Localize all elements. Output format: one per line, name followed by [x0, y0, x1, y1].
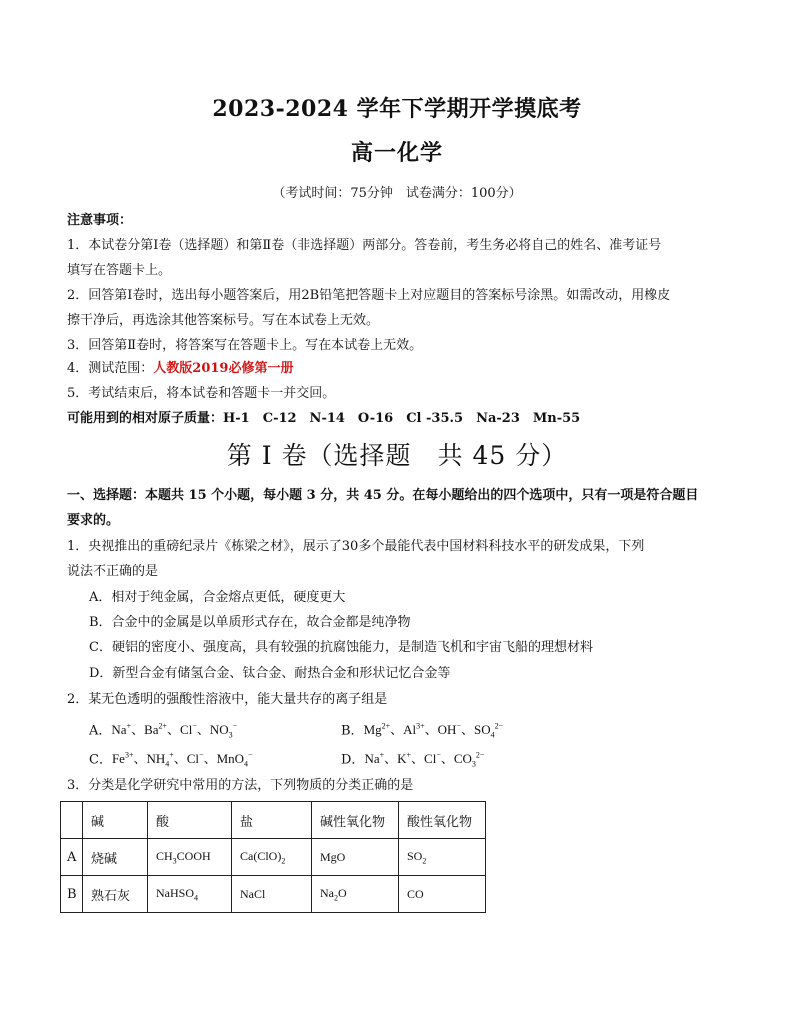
header-cell-basic-oxide: 碱性氧化物: [312, 802, 399, 839]
header-cell-blank: [61, 802, 83, 839]
row-label: A: [61, 839, 83, 876]
row-label: B: [61, 876, 83, 913]
q1-option-b: B．合金中的金属是以单质形式存在，故合金都是纯净物: [89, 615, 411, 630]
q2-option-c-label: C．: [89, 752, 112, 768]
exam-title: 2023-2024 学年下学期开学摸底考: [212, 96, 582, 122]
q2-option-c: C．$Fe^{3+}$、$NH_4^+$、Cl−、MnO$_4$−: [89, 751, 253, 769]
q2-option-d: D．Na+、K+、Cl−、$CO_3^{2-}$: [341, 751, 485, 769]
q2-option-b: B．$Mg^{2+}$、$Al^{3+}$、OH−、$SO_4^{2-}$: [341, 722, 504, 740]
notice-item-2b: 擦干净后，再选涂其他答案标号。写在本试卷上无效。: [67, 313, 380, 328]
q1-stem-1: 1．央视推出的重磅纪录片《栋梁之材》，展示了30多个最能代表中国材料科技水平的研发成果，下列: [67, 539, 645, 554]
cell-basic-oxide: MgO: [312, 839, 399, 876]
q2-option-a-label: A．: [89, 723, 112, 739]
table-header-row: [61, 802, 486, 839]
section-intro-2: 要求的。: [67, 513, 120, 528]
q2-option-b-label: B．: [341, 723, 364, 739]
header-cell-base: 碱: [83, 802, 148, 839]
cell-acid: NaHSO$_4$: [148, 876, 232, 913]
cell-base: 熟石灰: [83, 876, 148, 913]
scope-value: 人教版2019必修第一册: [153, 361, 294, 376]
q1-option-a: A．相对于纯金属，合金熔点更低，硬度更大: [89, 590, 346, 605]
notice-item-4: [67, 359, 293, 379]
cell-acid-oxide: $SO_2$: [399, 839, 486, 876]
q2-option-a: A．Na+、$Ba^{2+}$、Cl−、$NO_3^-$: [89, 722, 238, 740]
header-cell-salt: 盐: [232, 802, 312, 839]
notice-item-5: 5．考试结束后，将本试卷和答题卡一并交回。: [67, 386, 336, 401]
q2-option-d-label: D．: [341, 752, 365, 768]
table-row: [61, 839, 486, 876]
section-title: 第 I 卷（选择题 共 45 分）: [226, 441, 568, 470]
table-row: [61, 876, 486, 913]
cell-salt: $Ca(ClO)_2$: [232, 839, 312, 876]
header-cell-acid-oxide: 酸性氧化物: [399, 802, 486, 839]
section-intro-1: 一、选择题：本题共 15 个小题，每小题 3 分，共 45 分。在每小题给出的四个选项中，只有一项是符合题目: [67, 488, 699, 503]
cell-base: 烧碱: [83, 839, 148, 876]
q1-stem-2: 说法不正确的是: [67, 564, 159, 579]
cell-basic-oxide: $Na_2O$: [312, 876, 399, 913]
atomic-masses: 可能用到的相对原子质量：H-1 C-12 N-14 O-16 Cl -35.5 Na-23 Mn-55: [67, 411, 581, 426]
q1-option-d: D．新型合金有储氢合金、钛合金、耐热合金和形状记忆合金等: [89, 666, 451, 681]
notice-heading: 注意事项：: [67, 213, 133, 228]
q2-stem: 2．某无色透明的强酸性溶液中，能大量共存的离子组是: [67, 692, 388, 707]
q1-option-c: C．硬铝的密度小、强度高，具有较强的抗腐蚀能力，是制造飞机和宇宙飞船的理想材料: [89, 640, 593, 655]
cell-acid: $CH_3COOH$: [148, 839, 232, 876]
cell-acid-oxide: CO: [399, 876, 486, 913]
classification-table: [60, 801, 486, 913]
scope-label: 4．测试范围：: [67, 361, 154, 376]
notice-item-3: 3．回答第Ⅱ卷时，将答案写在答题卡上。写在本试卷上无效。: [67, 338, 423, 353]
header-cell-acid: 酸: [148, 802, 232, 839]
exam-subject: 高一化学: [350, 140, 443, 166]
notice-item-1a: 1．本试卷分第Ⅰ卷（选择题）和第Ⅱ卷（非选择题）两部分。答卷前，考生务必将自己的姓名、准考证号: [67, 238, 662, 253]
cell-salt: NaCl: [232, 876, 312, 913]
exam-info: （考试时间：75分钟 试卷满分：100分）: [272, 186, 522, 201]
notice-item-2a: 2．回答第Ⅰ卷时，选出每小题答案后，用2B铅笔把答题卡上对应题目的答案标号涂黑。如需改动，用橡皮: [67, 288, 671, 303]
notice-item-1b: 填写在答题卡上。: [67, 263, 172, 278]
q3-stem: 3．分类是化学研究中常用的方法，下列物质的分类正确的是: [67, 778, 414, 793]
